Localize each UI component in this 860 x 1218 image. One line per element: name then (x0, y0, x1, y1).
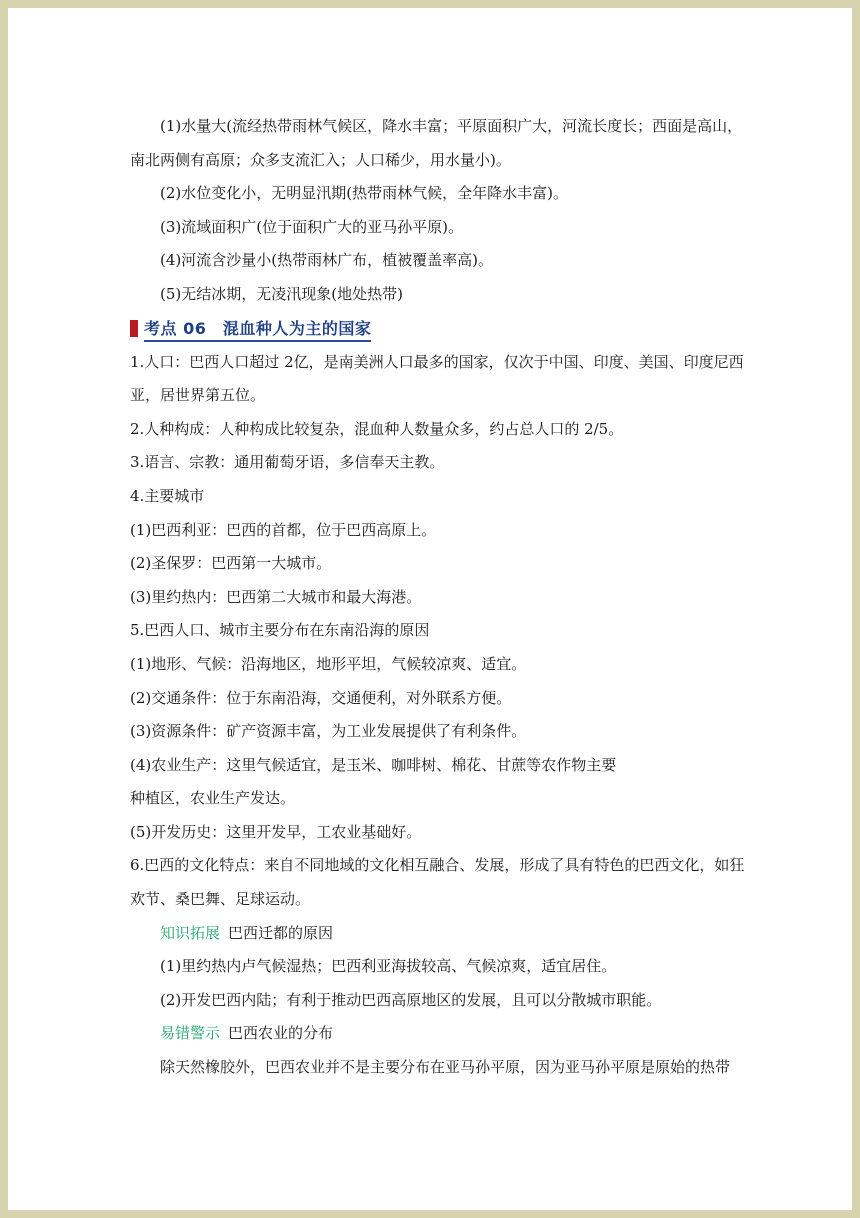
city-rio: (3)里约热内：巴西第二大城市和最大海港。 (130, 587, 422, 606)
city-brasilia: (1)巴西利亚：巴西的首都，位于巴西高原上。 (130, 520, 437, 539)
heading-title: 考点 06 混血种人为主的国家 (144, 316, 371, 342)
cities-heading: 4.主要城市 (130, 486, 205, 505)
river-point-4: (4)河流含沙量小(热带雨林广布，植被覆盖率高)。 (160, 251, 493, 270)
document-content (130, 110, 755, 1085)
language-line: 3.语言、宗教：通用葡萄牙语，多信奉天主教。 (130, 453, 445, 472)
heading-marker (130, 320, 138, 337)
warning-text: 除天然橡胶外，巴西农业并不是主要分布在亚马孙平原，因为亚马孙平原是原始的热带 (160, 1058, 731, 1077)
warning-title: 巴西农业的分布 (228, 1024, 334, 1043)
river-point-5: (5)无结冰期，无凌汛现象(地处热带) (160, 284, 403, 303)
warning-tag: 易错警示 (160, 1024, 221, 1043)
extension-tag: 知识拓展 (160, 923, 221, 942)
river-point-1: (1)水量大(流经热带雨林气候区，降水丰富；平原面积广大，河流长度长；西面是高山，南北两侧有高原；众多支流汇入；人口稀少，用水量小)。 (130, 117, 743, 169)
reason-terrain: (1)地形、气候：沿海地区，地形平坦，气候较凉爽、适宜。 (130, 654, 527, 673)
document-page (8, 8, 852, 1210)
extension-heading (130, 917, 755, 951)
extension-item-2: (2)开发巴西内陆；有利于推动巴西高原地区的发展，且可以分散城市职能。 (160, 990, 662, 1009)
city-sao-paulo: (2)圣保罗：巴西第一大城市。 (130, 554, 332, 573)
extension-item-1: (1)里约热内卢气候湿热；巴西利亚海拔较高、气候凉爽，适宜居住。 (160, 957, 617, 976)
river-point-3: (3)流域面积广(位于面积广大的亚马孙平原)。 (160, 217, 463, 236)
section-heading (130, 314, 755, 344)
reason-agriculture-cont: 种植区，农业生产发达。 (130, 789, 296, 808)
race-line: 2.人种构成：人种构成比较复杂，混血种人数量众多，约占总人口的 2/5。 (130, 419, 624, 438)
extension-title: 巴西迁都的原因 (228, 923, 334, 942)
reason-transport: (2)交通条件：位于东南沿海，交通便利，对外联系方便。 (130, 688, 512, 707)
distribution-heading: 5.巴西人口、城市主要分布在东南沿海的原因 (130, 621, 430, 640)
reason-agriculture: (4)农业生产：这里气候适宜，是玉米、咖啡树、棉花、甘蔗等农作物主要 (130, 755, 617, 774)
warning-heading (130, 1017, 755, 1051)
culture-line: 6.巴西的文化特点：来自不同地域的文化相互融合、发展，形成了具有特色的巴西文化，如狂欢节、桑巴舞、足球运动。 (130, 856, 745, 909)
river-point-2: (2)水位变化小，无明显汛期(热带雨林气候，全年降水丰富)。 (160, 184, 568, 203)
population-line: 1.人口：巴西人口超过 2亿，是南美洲人口最多的国家，仅次于中国、印度、美国、印度尼西亚，居世界第五位。 (130, 352, 744, 405)
reason-history: (5)开发历史：这里开发早，工农业基础好。 (130, 822, 422, 841)
reason-resources: (3)资源条件：矿产资源丰富，为工业发展提供了有利条件。 (130, 722, 527, 741)
